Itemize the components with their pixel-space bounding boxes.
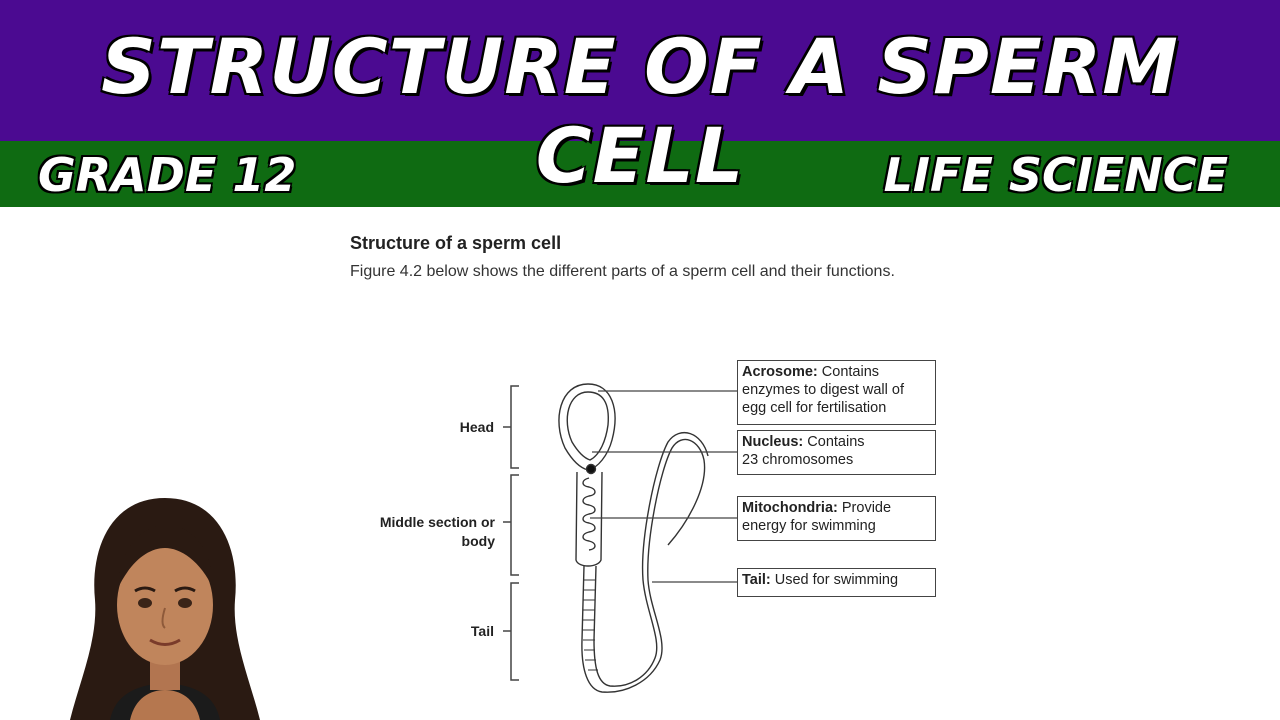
tail-outline-right: [594, 433, 708, 687]
callout-nucleus: [737, 430, 936, 475]
presenter-avatar-icon: [40, 490, 290, 720]
callout-acrosome-text2: enzymes to digest wall of: [742, 382, 904, 398]
document-heading: Structure of a sperm cell: [350, 233, 562, 253]
callout-mitochondria-term: Mitochondria:: [742, 500, 838, 516]
callout-acrosome-term: Acrosome:: [742, 364, 818, 380]
centriole-dot: [587, 465, 596, 474]
callout-tail-term: Tail:: [742, 572, 771, 588]
acrosome-inner: [567, 392, 608, 460]
region-label-middle-line1: Middle section or: [379, 514, 495, 530]
callout-nucleus-text2: 23 chromosomes: [742, 452, 854, 468]
callout-acrosome-text3: egg cell for fertilisation: [742, 400, 887, 416]
middle-piece-outline: [576, 472, 602, 566]
mitochondria-coil: [583, 478, 595, 550]
callout-mitochondria-text2: energy for swimming: [742, 518, 876, 534]
region-label-head: Head: [459, 419, 494, 435]
callout-nucleus-text1: Contains: [803, 434, 865, 450]
callout-tail: [737, 568, 936, 597]
tail-bracket: [511, 583, 519, 680]
callout-acrosome-text1: Contains: [817, 364, 880, 380]
page-title: STRUCTURE OF A SPERM CELL: [101, 22, 1179, 200]
head-bracket: [511, 386, 519, 468]
grade-label: GRADE 12: [38, 148, 297, 202]
region-label-middle-line2: body: [461, 533, 495, 549]
callout-tail-text1: Used for swimming: [770, 572, 899, 588]
callout-nucleus-term: Nucleus:: [742, 434, 804, 450]
callout-mitochondria: [737, 496, 936, 541]
middle-bracket: [511, 475, 519, 575]
region-label-tail: Tail: [470, 623, 494, 639]
callout-mitochondria-text1: Provide: [837, 500, 892, 516]
callout-acrosome: [737, 360, 936, 425]
subject-label: LIFE SCIENCE: [883, 148, 1228, 202]
document-paragraph: Figure 4.2 below shows the different parts of a sperm cell and their functions.: [350, 263, 895, 280]
region-label-middle: [340, 513, 495, 551]
